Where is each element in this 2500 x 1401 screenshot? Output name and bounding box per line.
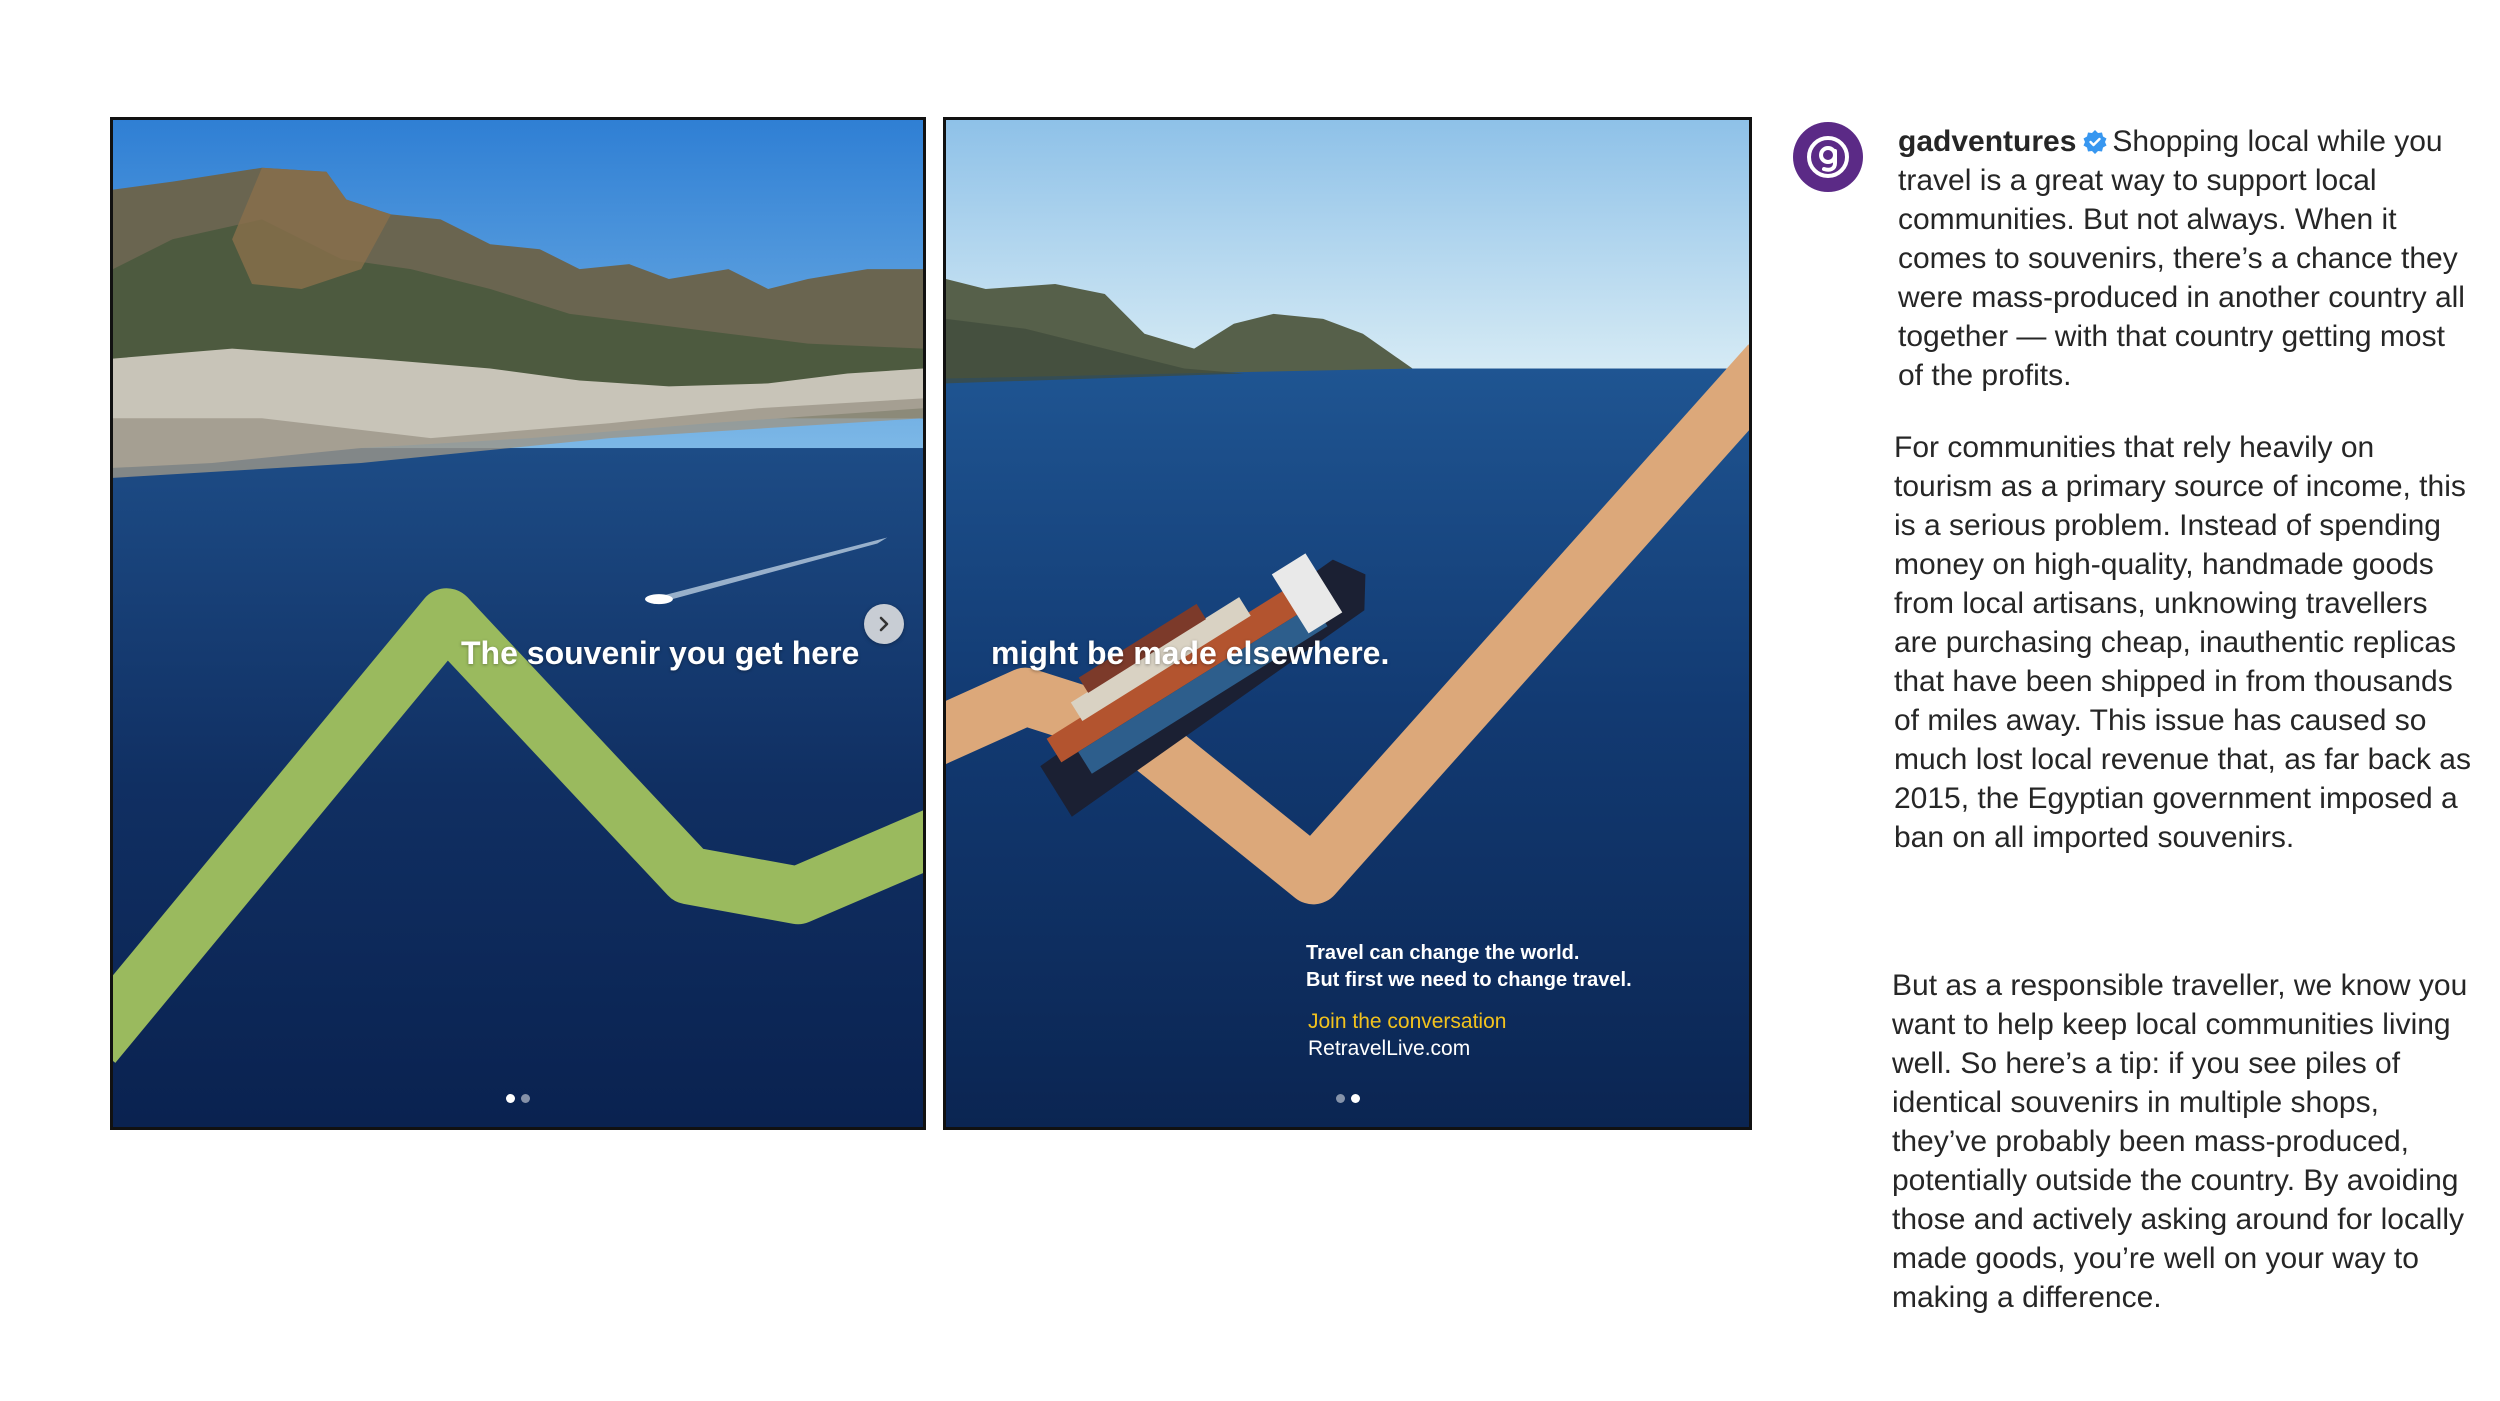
cta-website[interactable]: RetravelLive.com <box>1308 1037 1471 1060</box>
avatar[interactable] <box>1793 122 1863 192</box>
next-slide-button[interactable] <box>864 604 904 644</box>
gadventures-logo-icon <box>1804 133 1852 181</box>
tagline-line-1: Travel can change the world. <box>1306 942 1580 964</box>
indicator-dot-1 <box>1336 1094 1345 1103</box>
username[interactable]: gadventures <box>1898 125 2077 158</box>
verified-badge-icon <box>2082 129 2108 155</box>
call-to-action <box>1308 1008 1506 1062</box>
carousel-indicator <box>113 1094 923 1103</box>
caption-text: Shopping local while you travel is a great way to support local communities. But not always. When it comes to souvenirs, there’s a chance they were mass-produced in another country all together — with that country getting most of the profits. <box>1898 125 2465 392</box>
chevron-right-icon <box>875 615 893 633</box>
carousel-indicator <box>946 1094 1749 1103</box>
slide-headline: might be made elsewhere. <box>991 635 1390 671</box>
caption-paragraph-2: For communities that rely heavily on tourism as a primary source of income, this is a serious problem. Instead of spending money on high-quality, handmade goods from local artisans, unknowing travellers are purchasing cheap, inauthentic replicas that have been shipped in from thousands of miles away. This issue has caused so much lost local revenue that, as far back as 2015, the Egyptian government imposed a ban on all imported souvenirs. <box>1894 431 2471 854</box>
cta-join-text: Join the conversation <box>1308 1010 1507 1033</box>
carousel-slide-1[interactable] <box>110 117 926 1130</box>
caption-paragraph-3: But as a responsible traveller, we know you want to help keep local communities living well. So here’s a tip: if you see piles of identical souvenirs in multiple shops, they’ve probably been mass-produced, potentially outside the country. By avoiding those and actively asking around for locally made goods, you’re well on your way to making a difference. <box>1892 969 2468 1314</box>
slide-headline: The souvenir you get here <box>461 635 860 671</box>
indicator-dot-2 <box>521 1094 530 1103</box>
indicator-dot-1 <box>506 1094 515 1103</box>
caption-first-paragraph <box>1898 122 2478 395</box>
indicator-dot-2 <box>1351 1094 1360 1103</box>
tagline <box>1306 940 1632 994</box>
tagline-line-2: But first we need to change travel. <box>1306 969 1632 991</box>
coastline-photo <box>113 120 923 1127</box>
carousel-slide-2[interactable] <box>943 117 1752 1130</box>
